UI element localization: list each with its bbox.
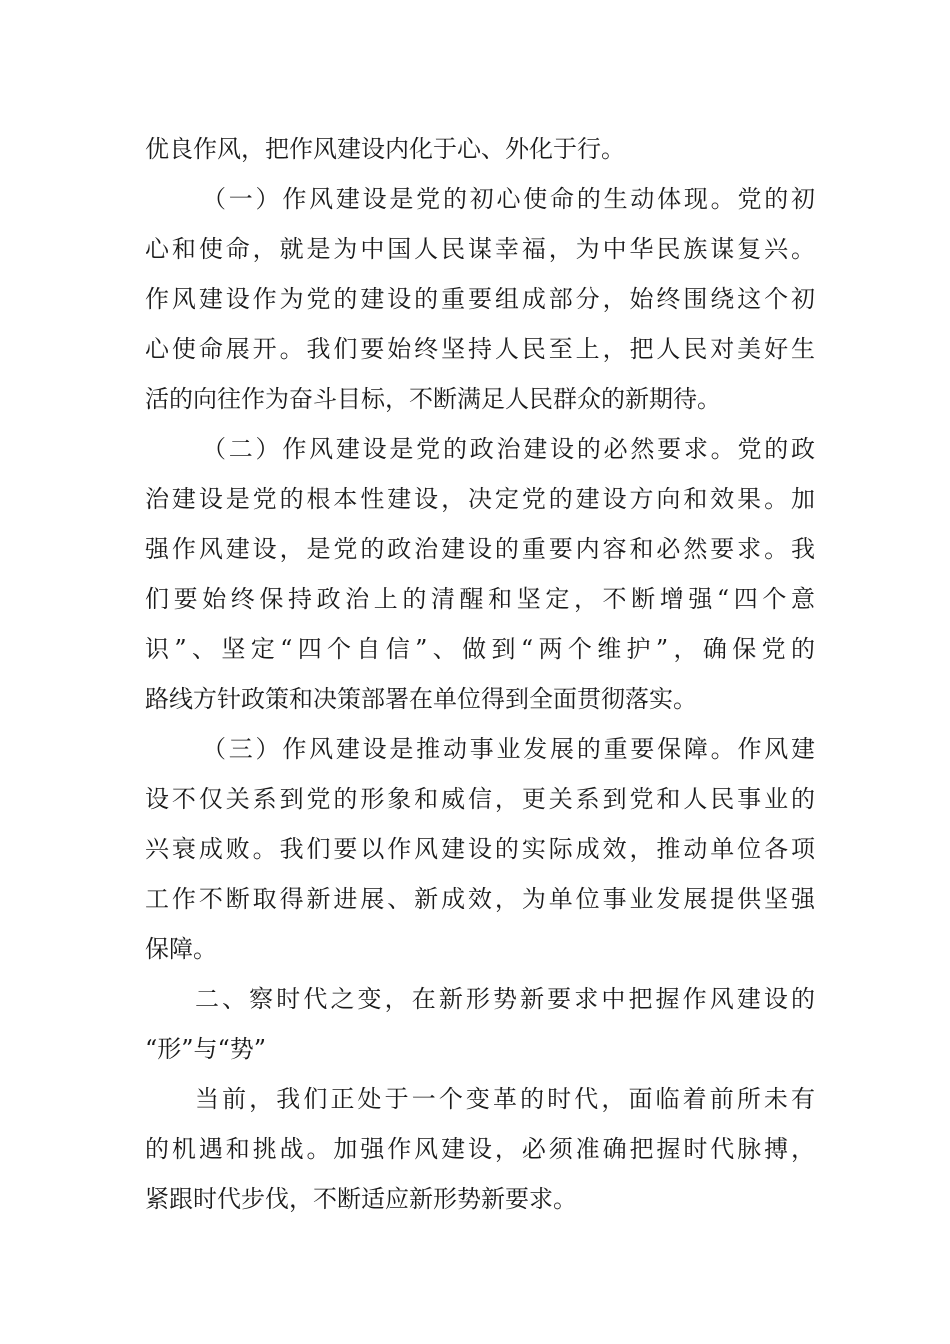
text-line: 紧跟时代步伐，不断适应新形势新要求。 <box>145 1185 577 1213</box>
text-line: 心使命展开。我们要始终坚持人民至上，把人民对美好生 <box>145 335 815 363</box>
text-line: 路线方针政策和决策部署在单位得到全面贯彻落实。 <box>145 685 697 713</box>
text-line: 强作风建设，是党的政治建设的重要内容和必然要求。我 <box>145 535 815 563</box>
paragraph-1-heading-line: （一）作风建设是党的初心使命的生动体现。党的初 <box>202 185 815 213</box>
paragraph-2-heading-line: （二）作风建设是党的政治建设的必然要求。党的政 <box>202 435 815 463</box>
text-line: 识”、坚定“四个自信”、做到“两个维护”，确保党的 <box>145 635 815 663</box>
paragraph-3-heading-line: （三）作风建设是推动事业发展的重要保障。作风建 <box>202 735 815 763</box>
text-line: 的机遇和挑战。加强作风建设，必须准确把握时代脉搏， <box>145 1135 815 1163</box>
text-line: 兴衰成败。我们要以作风建设的实际成效，推动单位各项 <box>145 835 815 863</box>
text-line: 当前，我们正处于一个变革的时代，面临着前所未有 <box>195 1085 815 1113</box>
text-line: 们要始终保持政治上的清醒和坚定，不断增强“四个意 <box>145 585 815 613</box>
section-heading-line: “形”与“势” <box>145 1035 267 1063</box>
text-line: 治建设是党的根本性建设，决定党的建设方向和效果。加 <box>145 485 815 513</box>
text-line: 心和使命，就是为中国人民谋幸福，为中华民族谋复兴。 <box>145 235 815 263</box>
text-line: 作风建设作为党的建设的重要组成部分，始终围绕这个初 <box>145 285 815 313</box>
text-line: 活的向往作为奋斗目标，不断满足人民群众的新期待。 <box>145 385 721 413</box>
text-line: 保障。 <box>145 935 217 963</box>
text-line: 工作不断取得新进展、新成效，为单位事业发展提供坚强 <box>145 885 815 913</box>
text-line: 设不仅关系到党的形象和威信，更关系到党和人民事业的 <box>145 785 815 813</box>
text-line: 优良作风，把作风建设内化于心、外化于行。 <box>145 135 625 163</box>
section-heading-line: 二、察时代之变，在新形势新要求中把握作风建设的 <box>195 985 815 1013</box>
